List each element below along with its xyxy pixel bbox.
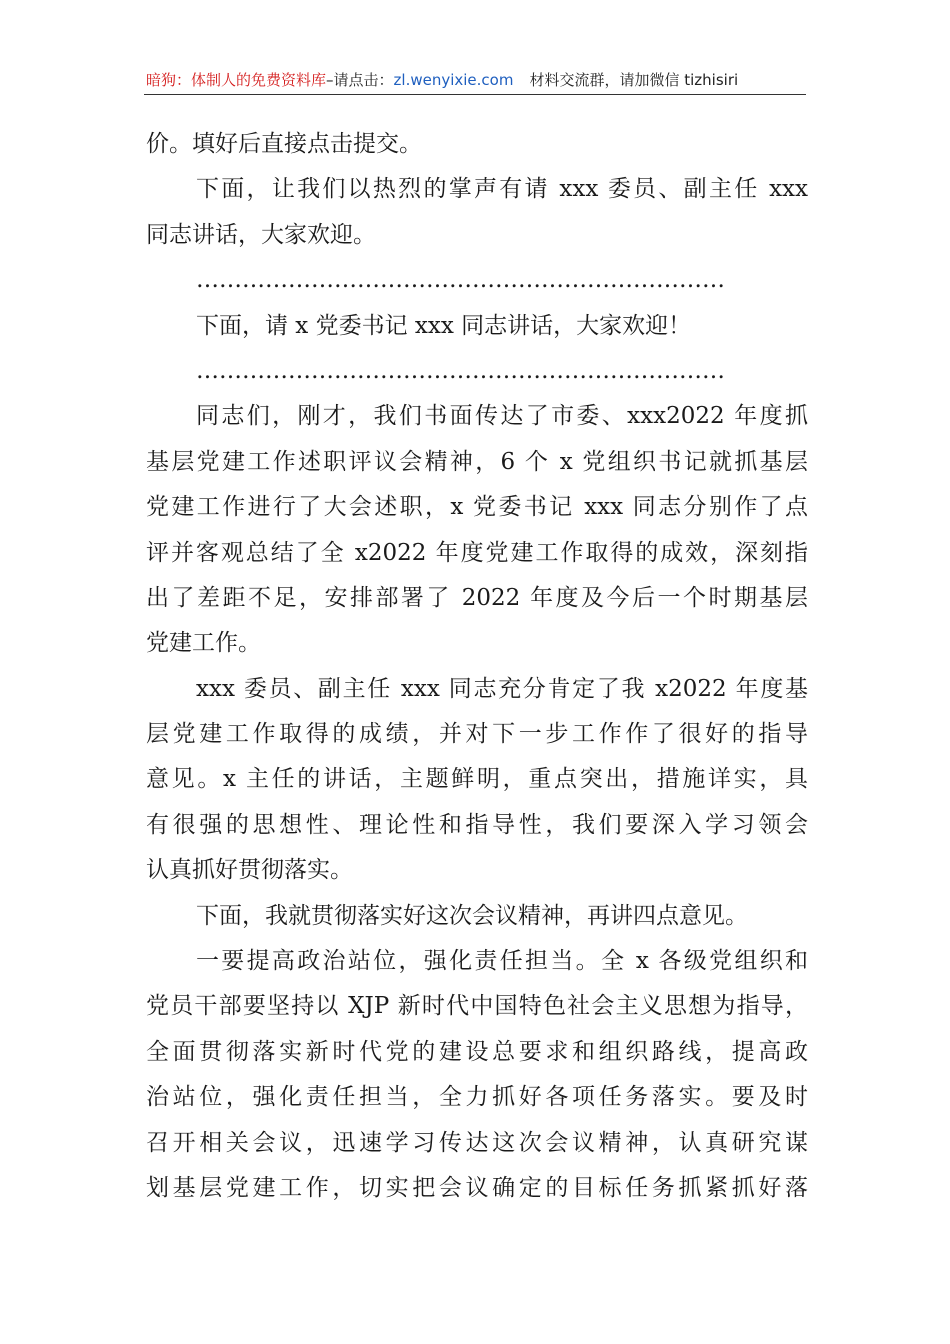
header-url-link[interactable]: zl.wenyixie.com	[393, 71, 514, 89]
page-header	[146, 66, 806, 94]
text-line: 有很强的思想性、理论性和指导性，我们要深入学习领会	[146, 811, 808, 838]
text-line: 全面贯彻落实新时代党的建设总要求和组织路线，提高政	[146, 1038, 808, 1065]
text-line: 划基层党建工作，切实把会议确定的目标任务抓紧抓好落	[146, 1174, 808, 1201]
header-click-label: –请点击：	[326, 71, 394, 89]
ellipsis-separator: ……………………………………………………………	[196, 357, 725, 384]
header-site-label: 暗狗：体制人的免费资料库	[146, 71, 327, 89]
document-body	[146, 122, 808, 1211]
ellipsis-separator: ……………………………………………………………	[196, 267, 725, 294]
text-line: 意见。x 主任的讲话，主题鲜明，重点突出，措施详实，具	[146, 766, 808, 793]
text-line: 基层党建工作述职评议会精神，6 个 x 党组织书记就抓基层	[146, 448, 808, 475]
header-divider	[144, 94, 806, 95]
text-line: 一要提高政治站位，强化责任担当。全 x 各级党组织和	[196, 948, 808, 975]
text-line: 党员干部要坚持以 XJP 新时代中国特色社会主义思想为指导，	[146, 993, 808, 1020]
text-line: 层党建工作取得的成绩，并对下一步工作作了很好的指导	[146, 721, 808, 748]
text-line: 同志讲话，大家欢迎。	[146, 221, 376, 248]
text-line: 治站位，强化责任担当，全力抓好各项任务落实。要及时	[146, 1084, 808, 1111]
text-line: 认真抓好贯彻落实。	[146, 857, 353, 884]
text-line: 召开相关会议，迅速学习传达这次会议精神，认真研究谋	[146, 1129, 808, 1156]
text-line: 下面，请 x 党委书记 xxx 同志讲话，大家欢迎！	[196, 312, 692, 339]
text-line: 价。填好后直接点击提交。	[146, 131, 422, 157]
text-line: xxx 委员、副主任 xxx 同志充分肯定了我 x2022 年度基	[196, 675, 808, 702]
text-line: 下面，我就贯彻落实好这次会议精神，再讲四点意见。	[196, 902, 748, 929]
text-line: 同志们，刚才，我们书面传达了市委、xxx2022 年度抓	[196, 403, 808, 430]
text-line: 出了差距不足，安排部署了 2022 年度及今后一个时期基层	[146, 584, 808, 611]
text-line: 党建工作进行了大会述职，x 党委书记 xxx 同志分别作了点	[146, 494, 808, 521]
text-line: 下面，让我们以热烈的掌声有请 xxx 委员、副主任 xxx	[196, 176, 808, 203]
header-group-label: 材料交流群，请加微信 tizhisiri	[529, 71, 739, 89]
text-line: 党建工作。	[146, 630, 261, 657]
text-line: 评并客观总结了全 x2022 年度党建工作取得的成效，深刻指	[146, 539, 808, 566]
